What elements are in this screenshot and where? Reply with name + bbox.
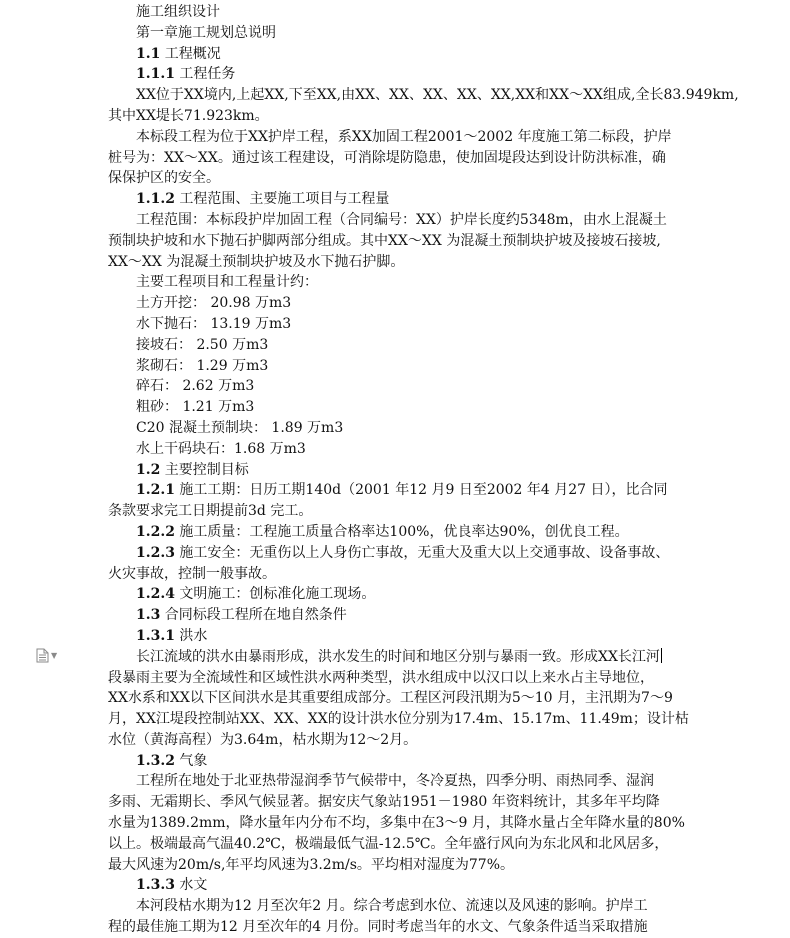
section-heading-1-3: 1.3 合同标段工程所在地自然条件 xyxy=(136,607,347,624)
section-heading-1-1-1: 1.1.1 工程任务 xyxy=(136,66,236,83)
text-cursor xyxy=(661,648,662,663)
paragraph-line: 月，XX江堤段控制站XX、XX、XX的设计洪水位分别为17.4m、15.17m、11.49m；设计枯 xyxy=(108,711,689,728)
section-heading-1-3-2: 1.3.2 气象 xyxy=(136,752,208,769)
chevron-down-icon: ▼ xyxy=(51,650,58,660)
paragraph-line: 本河段枯水期为12 月至次年2 月。综合考虑到水位、流速以及风速的影响。护岸工 xyxy=(136,898,648,915)
paragraph-line: XX位于XX境内,上起XX,下至XX,由XX、XX、XX、XX、XX,XX和XX～XX组成,全长83.949km, xyxy=(136,87,739,104)
section-heading-1-2-4: 1.2.4 文明施工：创标准化施工现场。 xyxy=(136,586,376,603)
paragraph-line: 本标段工程为位于XX护岸工程，系XX加固工程2001～2002 年度施工第二标段，护岸 xyxy=(136,128,672,145)
paragraph-line: 程的最佳施工期为12 月至次年的4 月份。同时考虑当年的水文、气象条件适当采取措施 xyxy=(108,919,648,936)
paragraph-line: 段暴雨主要为全流域性和区域性洪水两种类型，洪水组成中以汉口以上来水占主导地位， xyxy=(108,669,654,686)
section-heading-1-2-1: 1.2.1 施工工期：日历工期140d（2001 年12 月9 日至2002 年4 月27 日），比合同 xyxy=(136,482,668,499)
paragraph-line: 预制块护坡和水下抛石护脚两部分组成。其中XX～XX 为混凝土预制块护坡及接坡石接坡, xyxy=(108,232,661,249)
paragraph-line: 长江流域的洪水由暴雨形成，洪水发生的时间和地区分别与暴雨一致。形成XX长江河 xyxy=(136,648,660,665)
doc-title: 施工组织设计 xyxy=(136,4,220,20)
quantity-item: 浆砌石： 1.29 万m3 xyxy=(136,357,269,374)
document-body[interactable] xyxy=(108,0,739,938)
section-heading-1-3-1: 1.3.1 洪水 xyxy=(136,627,208,644)
paragraph-line: 多雨、无霜期长、季风气候显著。据安庆气象站1951－1980 年资料统计，其多年平均降 xyxy=(108,794,660,811)
quantity-item: C20 混凝土预制块： 1.89 万m3 xyxy=(136,419,344,436)
chapter-heading: 第一章施工规划总说明 xyxy=(136,24,276,41)
section-heading-1-1: 1.1 工程概况 xyxy=(136,45,221,62)
section-heading-1-2-2: 1.2.2 施工质量：工程施工质量合格率达100%，优良率达90%，创优良工程。 xyxy=(136,523,629,540)
paragraph-line: 以上。极端最高气温40.2℃，极端最低气温-12.5℃。全年盛行风向为东北风和北风居多， xyxy=(108,835,669,852)
quantity-intro: 主要工程项目和工程量计约： xyxy=(136,274,318,291)
paragraph-line: 工程范围：本标段护岸加固工程（合同编号：XX）护岸长度约5348m，由水上混凝土 xyxy=(136,211,667,228)
paragraph-line: 保保护区的安全。 xyxy=(108,170,220,187)
section-heading-1-2-3: 1.2.3 施工安全：无重伤以上人身伤亡事故，无重大及重大以上交通事故、设备事故、 xyxy=(136,544,670,561)
paragraph-line: 火灾事故，控制一般事故。 xyxy=(108,565,276,582)
paragraph-line: 桩号为：XX～XX。通过该工程建设，可消除堤防隐患，使加固堤段达到设计防洪标准，确 xyxy=(108,149,666,166)
document-margin-menu[interactable] xyxy=(36,648,57,663)
quantity-item: 粗砂： 1.21 万m3 xyxy=(136,399,255,416)
paragraph-line: 水位（黄海高程）为3.64m，枯水期为12～2月。 xyxy=(108,731,418,748)
quantity-item: 接坡石： 2.50 万m3 xyxy=(136,336,269,353)
quantity-item: 水下抛石： 13.19 万m3 xyxy=(136,315,292,332)
paragraph-line: 条款要求完工日期提前3d 完工。 xyxy=(108,503,313,520)
section-heading-1-3-3: 1.3.3 水文 xyxy=(136,877,208,894)
section-heading-1-2: 1.2 主要控制目标 xyxy=(136,461,249,478)
quantity-item: 碎石： 2.62 万m3 xyxy=(136,378,255,395)
paragraph-line: 工程所在地处于北亚热带湿润季节气候带中，冬冷夏热，四季分明、雨热同季、湿润 xyxy=(136,773,654,790)
paragraph-line: XX～XX 为混凝土预制块护坡及水下抛石护脚。 xyxy=(108,253,405,270)
paragraph-line: 最大风速为20m/s,年平均风速为3.2m/s。平均相对湿度为77%。 xyxy=(108,856,514,873)
quantity-item: 水上干码块石：1.68 万m3 xyxy=(136,440,306,457)
paragraph-line: 其中XX堤长71.923km。 xyxy=(108,107,269,124)
quantity-item: 土方开挖： 20.98 万m3 xyxy=(136,295,292,312)
paragraph-line: XX水系和XX以下区间洪水是其重要组成部分。工程区河段汛期为5～10 月，主汛期为7～9 xyxy=(108,690,673,707)
section-heading-1-1-2: 1.1.2 工程范围、主要施工项目与工程量 xyxy=(136,191,390,208)
paragraph-line: 水量为1389.2mm，降水量年内分布不均，多集中在3～9 月，其降水量占全年降水量的80% xyxy=(108,815,685,832)
document-icon xyxy=(36,648,49,663)
